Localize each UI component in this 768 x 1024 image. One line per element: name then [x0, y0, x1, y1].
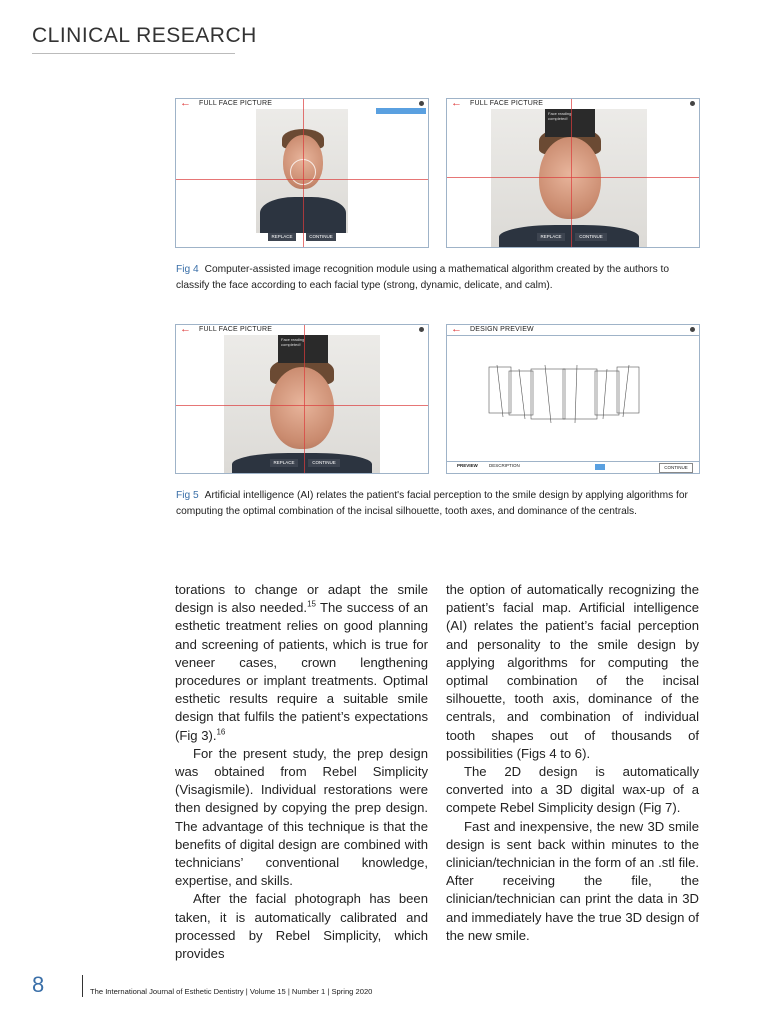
paragraph-text: The success of an esthetic treatment relies on good planning and screening of patients, which is true for veneer cases, crown lengthening procedures or implant treatments. Optimal esthetic results require a suitable smile design that fulfils the patient’s expectations (Fig 3). — [175, 600, 429, 743]
body-column-right — [446, 581, 699, 945]
panel-title: DESIGN PREVIEW — [470, 326, 534, 333]
overlay-text: Face reading completed! — [281, 337, 305, 347]
fig5-caption — [176, 488, 702, 520]
paragraph-text: torations to change or adapt the smile design is also needed. — [175, 582, 428, 616]
section-header: CLINICAL RESEARCH — [32, 24, 257, 47]
body-paragraph: For the present study, the prep design was obtained from Rebel Simplicity (Visagismile). Individual restorations were then designed by copying the prep design. The advantage of this technique is that the benefits of digital design are combined with technicians’ conventional knowledge, expertise, and skills. — [175, 745, 428, 889]
continue-button: CONTINUE — [306, 233, 336, 241]
body-paragraph: Fast and inexpensive, the new 3D smile design is sent back within minutes to the clinician/technician in the form of an .stl file. After receiving the file, the clinician/technician can print the data in 3D and immediately have the true 3D design of the new smile. — [446, 818, 699, 943]
face-reading-overlay — [545, 109, 595, 137]
body-paragraph — [175, 581, 428, 745]
back-arrow-icon: ← — [180, 324, 191, 335]
face-photo — [256, 109, 348, 233]
back-arrow-icon: ← — [451, 324, 462, 335]
fig4-panel-face-reading — [446, 98, 700, 248]
overlay-text: Face reading completed! — [548, 111, 572, 121]
figure-label: Fig 5 — [176, 490, 199, 501]
fig5-panel-face-reading — [175, 324, 429, 474]
panel-title: FULL FACE PICTURE — [199, 326, 273, 333]
continue-button: CONTINUE — [308, 459, 340, 467]
continue-button: CONTINUE — [659, 463, 693, 473]
replace-button: REPLACE — [537, 233, 565, 241]
body-column-left — [175, 581, 428, 963]
fig5-panel-design-preview — [446, 324, 700, 474]
replace-button: REPLACE — [268, 233, 296, 241]
panel-title: FULL FACE PICTURE — [199, 100, 273, 107]
settings-icon — [419, 327, 424, 332]
reference-mark: 16 — [216, 727, 226, 737]
body-paragraph: the option of automatically recognizing the patient’s facial map. Artificial intelligence (AI) relates the patient’s facial perception and personality to the smile design by applying algorithms for computing the optimal combination of the incisal silhouette, tooth axis, dominance of the centrals, and combination of individual tooth shapes out of thousands of possibilities (Figs 4 to 6). — [446, 582, 699, 761]
continue-button: CONTINUE — [575, 233, 607, 241]
body-paragraph: After the facial photograph has been taken, it is automatically calibrated and processed by Rebel Simplicity, which provides — [175, 891, 428, 962]
settings-icon — [419, 101, 424, 106]
fig4-caption — [176, 262, 702, 294]
toggle-switch — [595, 464, 605, 470]
tab-description: DESCRIPTION — [489, 463, 520, 468]
replace-button: REPLACE — [270, 459, 298, 467]
caption-text: Computer-assisted image recognition module using a mathematical algorithm created by the authors to classify the face according to each facial type (strong, dynamic, delicate, and calm). — [176, 264, 669, 291]
settings-icon — [690, 101, 695, 106]
header-rule — [32, 53, 235, 54]
panel-title: FULL FACE PICTURE — [470, 100, 544, 107]
back-arrow-icon: ← — [180, 98, 191, 109]
page-number: 8 — [32, 972, 45, 997]
journal-citation: The International Journal of Esthetic Dentistry | Volume 15 | Number 1 | Spring 2020 — [90, 987, 373, 996]
tooth-outline-diagram — [447, 325, 699, 473]
figure-label: Fig 4 — [176, 264, 199, 275]
back-arrow-icon: ← — [451, 98, 462, 109]
tab-preview: PREVIEW — [457, 463, 478, 468]
reference-mark: 15 — [307, 599, 316, 609]
face-reading-overlay — [278, 335, 328, 363]
caption-text: Artificial intelligence (AI) relates the patient's facial perception to the smile design by applying algorithms for computing the optimal combination of the incisal silhouette, tooth axes, and dominance of the centrals. — [176, 490, 688, 517]
footer-rule — [82, 975, 83, 997]
action-button — [376, 108, 426, 114]
body-paragraph: The 2D design is automatically converted into a 3D digital wax-up of a compete Rebel Simplicity design (Fig 7). — [446, 764, 699, 816]
fig4-panel-face-grid — [175, 98, 429, 248]
